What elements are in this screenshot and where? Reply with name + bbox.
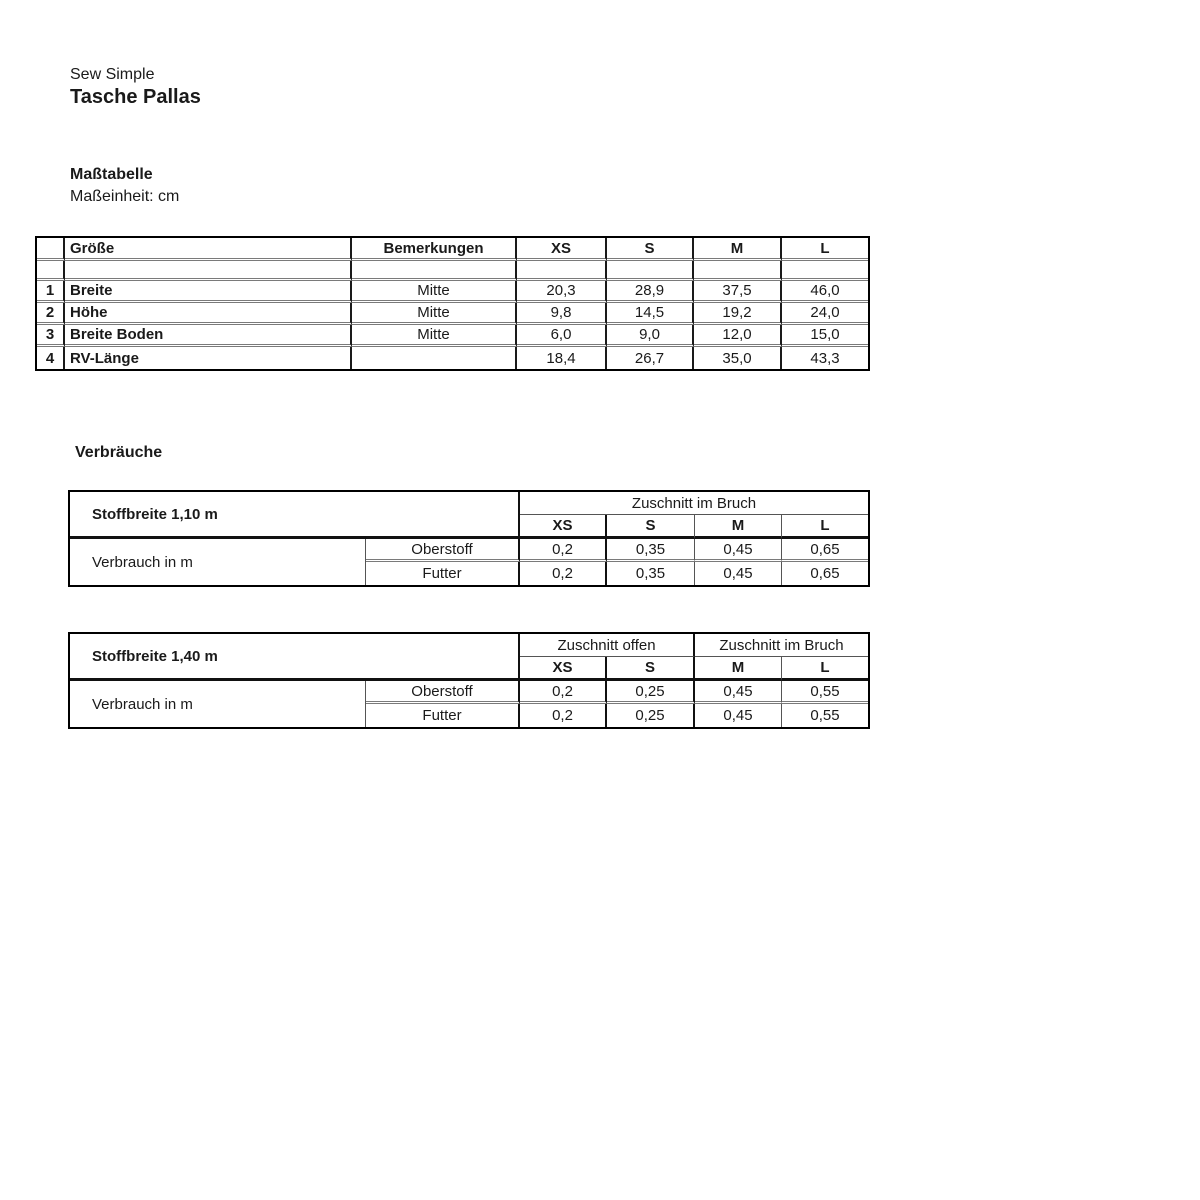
value-cell-xs: 20,3 bbox=[517, 281, 607, 303]
row-label-cell: RV-Länge bbox=[65, 347, 352, 369]
value-cell-s: 9,0 bbox=[607, 325, 694, 347]
remark-cell bbox=[352, 347, 517, 369]
value-cell-m: 35,0 bbox=[694, 347, 782, 369]
consumption-value-cell-l: 0,65 bbox=[810, 565, 840, 582]
unit-line: Maßeinheit: cm bbox=[70, 188, 180, 205]
consumption-table-140 bbox=[68, 632, 870, 729]
value-cell-xs: 9,8 bbox=[517, 303, 607, 325]
value-cell-l: 24,0 bbox=[782, 303, 868, 325]
consumption-value-cell-m: 0,45 bbox=[695, 704, 782, 727]
remark-cell: Mitte bbox=[352, 281, 517, 303]
spacer-cell bbox=[782, 261, 868, 281]
header-cell-l: L bbox=[782, 238, 868, 261]
row-group-cell: Verbrauch in m bbox=[70, 681, 366, 727]
cut-header-row bbox=[70, 492, 868, 515]
row-label-cell: Breite bbox=[65, 281, 352, 303]
size-header-cell-l: L bbox=[782, 515, 868, 539]
value-cell-s: 26,7 bbox=[607, 347, 694, 369]
value-cell-m: 12,0 bbox=[694, 325, 782, 347]
table-row bbox=[70, 681, 868, 704]
consumption-value-cell-l: 0,55 bbox=[782, 681, 868, 704]
consumption-value-cell-xs: 0,2 bbox=[520, 681, 607, 704]
size-table bbox=[35, 236, 870, 371]
fabric-width-cell: Stoffbreite 1,10 m bbox=[70, 492, 520, 539]
row-label-cell: Höhe bbox=[65, 303, 352, 325]
consumption-value-cell-xs: 0,2 bbox=[520, 539, 607, 562]
size-header-cell-xs: XS bbox=[520, 515, 607, 539]
spacer-cell bbox=[607, 261, 694, 281]
consumption-table-110 bbox=[68, 490, 870, 587]
header-cell-s: S bbox=[607, 238, 694, 261]
row-group-cell: Verbrauch in m bbox=[70, 539, 366, 585]
consumption-heading: Verbräuche bbox=[75, 444, 163, 461]
table-row bbox=[37, 347, 868, 369]
row-number-cell: 2 bbox=[37, 303, 65, 325]
consumption-value-cell-xs: 0,2 bbox=[520, 704, 607, 727]
value-cell-xs: 18,4 bbox=[517, 347, 607, 369]
value-cell-s: 28,9 bbox=[607, 281, 694, 303]
value-cell-s: 14,5 bbox=[607, 303, 694, 325]
row-number-cell: 4 bbox=[37, 347, 65, 369]
material-label-cell: Futter bbox=[366, 704, 520, 727]
value-cell-xs: 6,0 bbox=[517, 325, 607, 347]
table-row bbox=[37, 281, 868, 303]
material-label-cell: Oberstoff bbox=[366, 539, 520, 562]
material-label-cell: Futter bbox=[366, 562, 520, 585]
consumption-value-cell-xs: 0,2 bbox=[520, 562, 607, 585]
value-cell-l: 15,0 bbox=[782, 325, 868, 347]
spacer-cell bbox=[352, 261, 517, 281]
row-number-cell: 3 bbox=[37, 325, 65, 347]
consumption-value-cell-m: 0,45 bbox=[695, 681, 782, 704]
remark-cell: Mitte bbox=[352, 303, 517, 325]
cut-header-cell: Zuschnitt offen bbox=[520, 634, 695, 657]
value-cell-l: 46,0 bbox=[782, 281, 868, 303]
size-header-cell-m: M bbox=[695, 657, 782, 681]
spacer-cell bbox=[517, 261, 607, 281]
size-header-cell-s: S bbox=[607, 657, 695, 681]
header-cell-groesse: Größe bbox=[65, 238, 352, 261]
header-cell-bemerkungen: Bemerkungen bbox=[352, 238, 517, 261]
value-cell-l: 43,3 bbox=[810, 349, 840, 367]
size-header-cell-m: M bbox=[695, 515, 782, 539]
row-number-cell: 1 bbox=[37, 281, 65, 303]
consumption-value-cell-m: 0,45 bbox=[695, 539, 782, 562]
size-header-cell-xs: XS bbox=[520, 657, 607, 681]
value-cell-m: 19,2 bbox=[694, 303, 782, 325]
consumption-value-cell-l: 0,65 bbox=[782, 539, 868, 562]
mass-table-heading: Maßtabelle bbox=[70, 166, 153, 183]
spacer-row bbox=[37, 261, 868, 281]
header-cell-m: M bbox=[694, 238, 782, 261]
material-label-cell: Oberstoff bbox=[366, 681, 520, 704]
spacer-cell bbox=[65, 261, 352, 281]
consumption-value-cell-l: 0,55 bbox=[810, 707, 840, 724]
table-row bbox=[70, 539, 868, 562]
value-cell-m: 37,5 bbox=[694, 281, 782, 303]
row-label-cell: Breite Boden bbox=[65, 325, 352, 347]
header-cell-xs: XS bbox=[517, 238, 607, 261]
page-title: Tasche Pallas bbox=[70, 86, 201, 108]
table-row bbox=[37, 303, 868, 325]
fabric-width-cell: Stoffbreite 1,40 m bbox=[70, 634, 520, 681]
cut-header-cell: Zuschnitt im Bruch bbox=[520, 492, 868, 515]
size-header-cell-l: L bbox=[782, 657, 868, 681]
size-table-header-row bbox=[37, 238, 868, 261]
spacer-cell bbox=[694, 261, 782, 281]
remark-cell: Mitte bbox=[352, 325, 517, 347]
consumption-value-cell-s: 0,35 bbox=[607, 539, 695, 562]
cut-header-cell: Zuschnitt im Bruch bbox=[695, 634, 868, 657]
size-header-cell-s: S bbox=[607, 515, 695, 539]
consumption-value-cell-s: 0,25 bbox=[607, 681, 695, 704]
header-corner-cell bbox=[37, 238, 65, 261]
consumption-value-cell-s: 0,35 bbox=[607, 562, 695, 585]
spacer-cell bbox=[37, 261, 65, 281]
brand-text: Sew Simple bbox=[70, 66, 155, 83]
consumption-value-cell-m: 0,45 bbox=[695, 562, 782, 585]
cut-header-row bbox=[70, 634, 868, 657]
consumption-value-cell-s: 0,25 bbox=[607, 704, 695, 727]
table-row bbox=[37, 325, 868, 347]
